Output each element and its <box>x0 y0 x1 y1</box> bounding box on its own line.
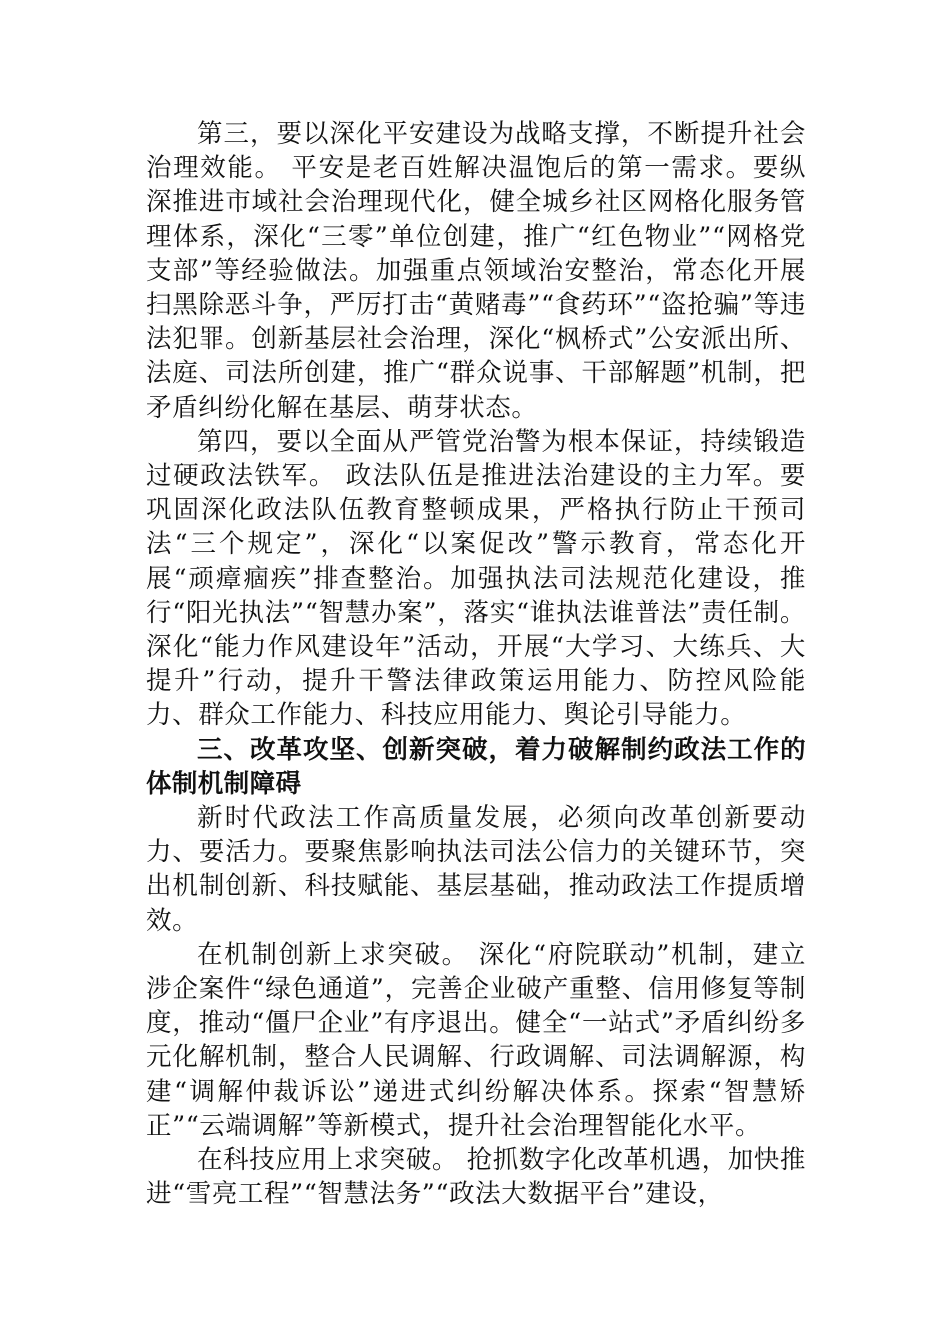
paragraph-fourth-point: 第四，要以全面从严管党治警为根本保证，持续锻造过硬政法铁军。 政法队伍是推进法治建设的主力军。要巩固深化政法队伍教育整顿成果，严格执行防止干预司法“三个规定”，深化“以案促改”警示教育，常态化开展“顽瘴痼疾”排查整治。加强执法司法规范化建设，推行“阳光执法”“智慧办案”，落实“谁执法谁普法”责任制。深化“能力作风建设年”活动，开展“大学习、大练兵、大提升”行动，提升干警法律政策运用能力、防控风险能力、群众工作能力、科技应用能力、舆论引导能力。 <box>146 426 806 731</box>
paragraph-reform-intro: 新时代政法工作高质量发展，必须向改革创新要动力、要活力。要聚焦影响执法司法公信力的关键环节，突出机制创新、科技赋能、基层基础，推动政法工作提质增效。 <box>146 803 806 936</box>
document-page <box>146 117 806 1212</box>
paragraph-technology-application: 在科技应用上求突破。 抢抓数字化改革机遇，加快推进“雪亮工程”“智慧法务”“政法大数据平台”建设， <box>146 1145 807 1210</box>
section-heading-three: 三、改革攻坚、创新突破，着力破解制约政法工作的体制机制障碍 <box>146 734 806 799</box>
paragraph-mechanism-innovation: 在机制创新上求突破。 深化“府院联动”机制，建立涉企案件“绿色通道”，完善企业破产重整、信用修复等制度，推动“僵尸企业”有序退出。健全“一站式”矛盾纠纷多元化解机制，整合人民调解、行政调解、司法调解源，构建“调解仲裁诉讼”递进式纠纷解决体系。探索“智慧矫正”“云端调解”等新模式，提升社会治理智能化水平。 <box>146 939 806 1141</box>
paragraph-third-point: 第三，要以深化平安建设为战略支撑，不断提升社会治理效能。 平安是老百姓解决温饱后的第一需求。要纵深推进市域社会治理现代化，健全城乡社区网格化服务管理体系，深化“三零”单位创建，推广“红色物业”“网格党支部”等经验做法。加强重点领域治安整治，常态化开展扫黑除恶斗争，严厉打击“黄赌毒”“食药环”“盗抢骗”等违法犯罪。创新基层社会治理，深化“枫桥式”公安派出所、法庭、司法所创建，推广“群众说事、干部解题”机制，把矛盾纠纷化解在基层、萌芽状态。 <box>146 119 806 423</box>
